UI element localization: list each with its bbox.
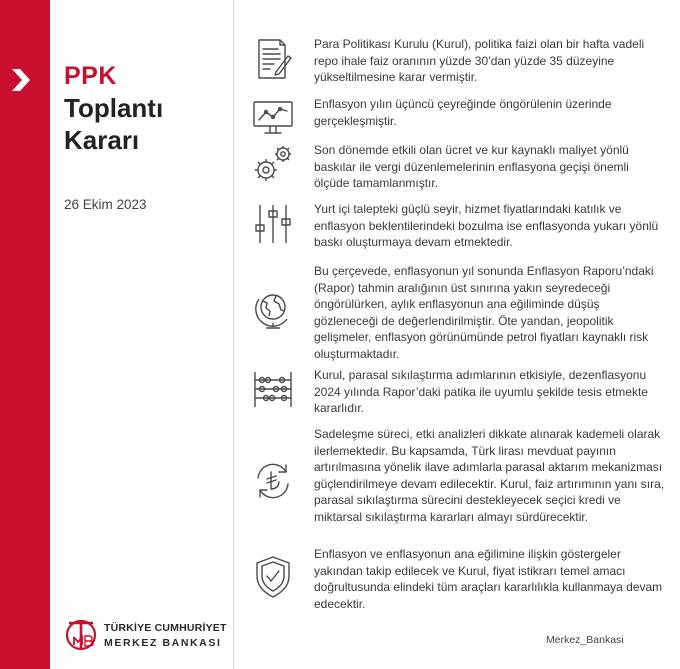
monitor-chart-icon [250,96,296,142]
page-title-line-2: Kararı [64,125,140,155]
item-text: Sadeleşme süreci, etki analizleri dikkate alınarak kademeli olarak ilerlemektedir. Bu kapsamda, Türk lirası mevduat payının artırılmasına yönelik ilave adımlarla parasal aktarım mekanizması güçlendirilmeye devam edilecektir. Kurul, faiz artırımının yanı sıra, parasal sıkılaştırma sürecini destekleyecek seçici kredi ve miktarsal sıkılaştırma kararları almayı sürdürecektir. [314,427,665,524]
tcmb-logo [62,613,237,657]
logo-text-line-1: TÜRKİYE CUMHURİYET [104,622,227,634]
item-text: Enflasyon yılın üçüncü çeyreğinde öngörülenin üzerinde gerçekleşmiştir. [314,97,612,128]
social-handle: Merkez_Bankasi [546,634,624,646]
logo-text-line-2: MERKEZ BANKASI [104,637,222,649]
item-text: Enflasyon ve enflasyonun ana eğilimine ilişkin göstergeler yakından takip edilecek ve Kurul, fiyat istikrarı temel amacı doğrultusunda elindeki tüm araçları kararlılıkla kullanmaya devam edecektir. [314,547,663,611]
abacus-icon [250,367,296,413]
item-text: Son dönemde etkili olan ücret ve kur kaynaklı maliyet yönlü baskılar ile vergi düzenlemelerinin enflasyona geçişi önemli ölçüde tamamlanmıştır. [314,143,629,191]
vertical-divider [233,0,234,669]
item-text: Bu çerçevede, enflasyonun yıl sonunda Enflasyon Raporu’ndaki (Rapor) tahmin aralığının üst sınırına yakın seyredeceği öngörülürken, aylık enflasyonun ana eğiliminde düşüş gözleneceği de değerlendirilmiştir. Öte yandan, jeopolitik gelişmeler, enflasyon görünümünde petrol fiyatları kaynaklı risk oluşturmaktadır. [314,264,654,361]
lira-cycle-icon [250,458,296,504]
left-panel [50,0,232,669]
item-text: Yurt içi talepteki güçlü seyir, hizmet fiyatlarındaki katılık ve enflasyon beklentilerindeki bozulma ise enflasyonda yukarı yönlü baskı oluşturmaya devam etmektedir. [314,202,659,250]
tcmb-monogram-icon [62,615,100,653]
document-pen-icon [250,36,296,82]
shield-check-icon [250,554,296,600]
item-text: Kurul, parasal sıkılaştırma adımlarının etkisiyle, dezenflasyonu 2024 yılında Rapor’daki patika ile uyumlu şekilde tesis etmekte kararlıdır. [314,368,648,416]
ppk-label: PPK [64,62,117,90]
gears-icon [250,142,296,188]
sliders-icon [250,201,296,247]
globe-icon [250,287,296,333]
meeting-date: 26 Ekim 2023 [64,197,147,212]
page-title-line-1: Toplantı [64,93,164,123]
red-side-bar [0,0,50,669]
item-text: Para Politikası Kurulu (Kurul), politika faizi olan bir hafta vadeli repo ihale faiz oranının yüzde 30’dan yüzde 35 düzeyine yükseltilmesine karar vermiştir. [314,37,645,85]
chevron-right-icon [10,67,40,93]
